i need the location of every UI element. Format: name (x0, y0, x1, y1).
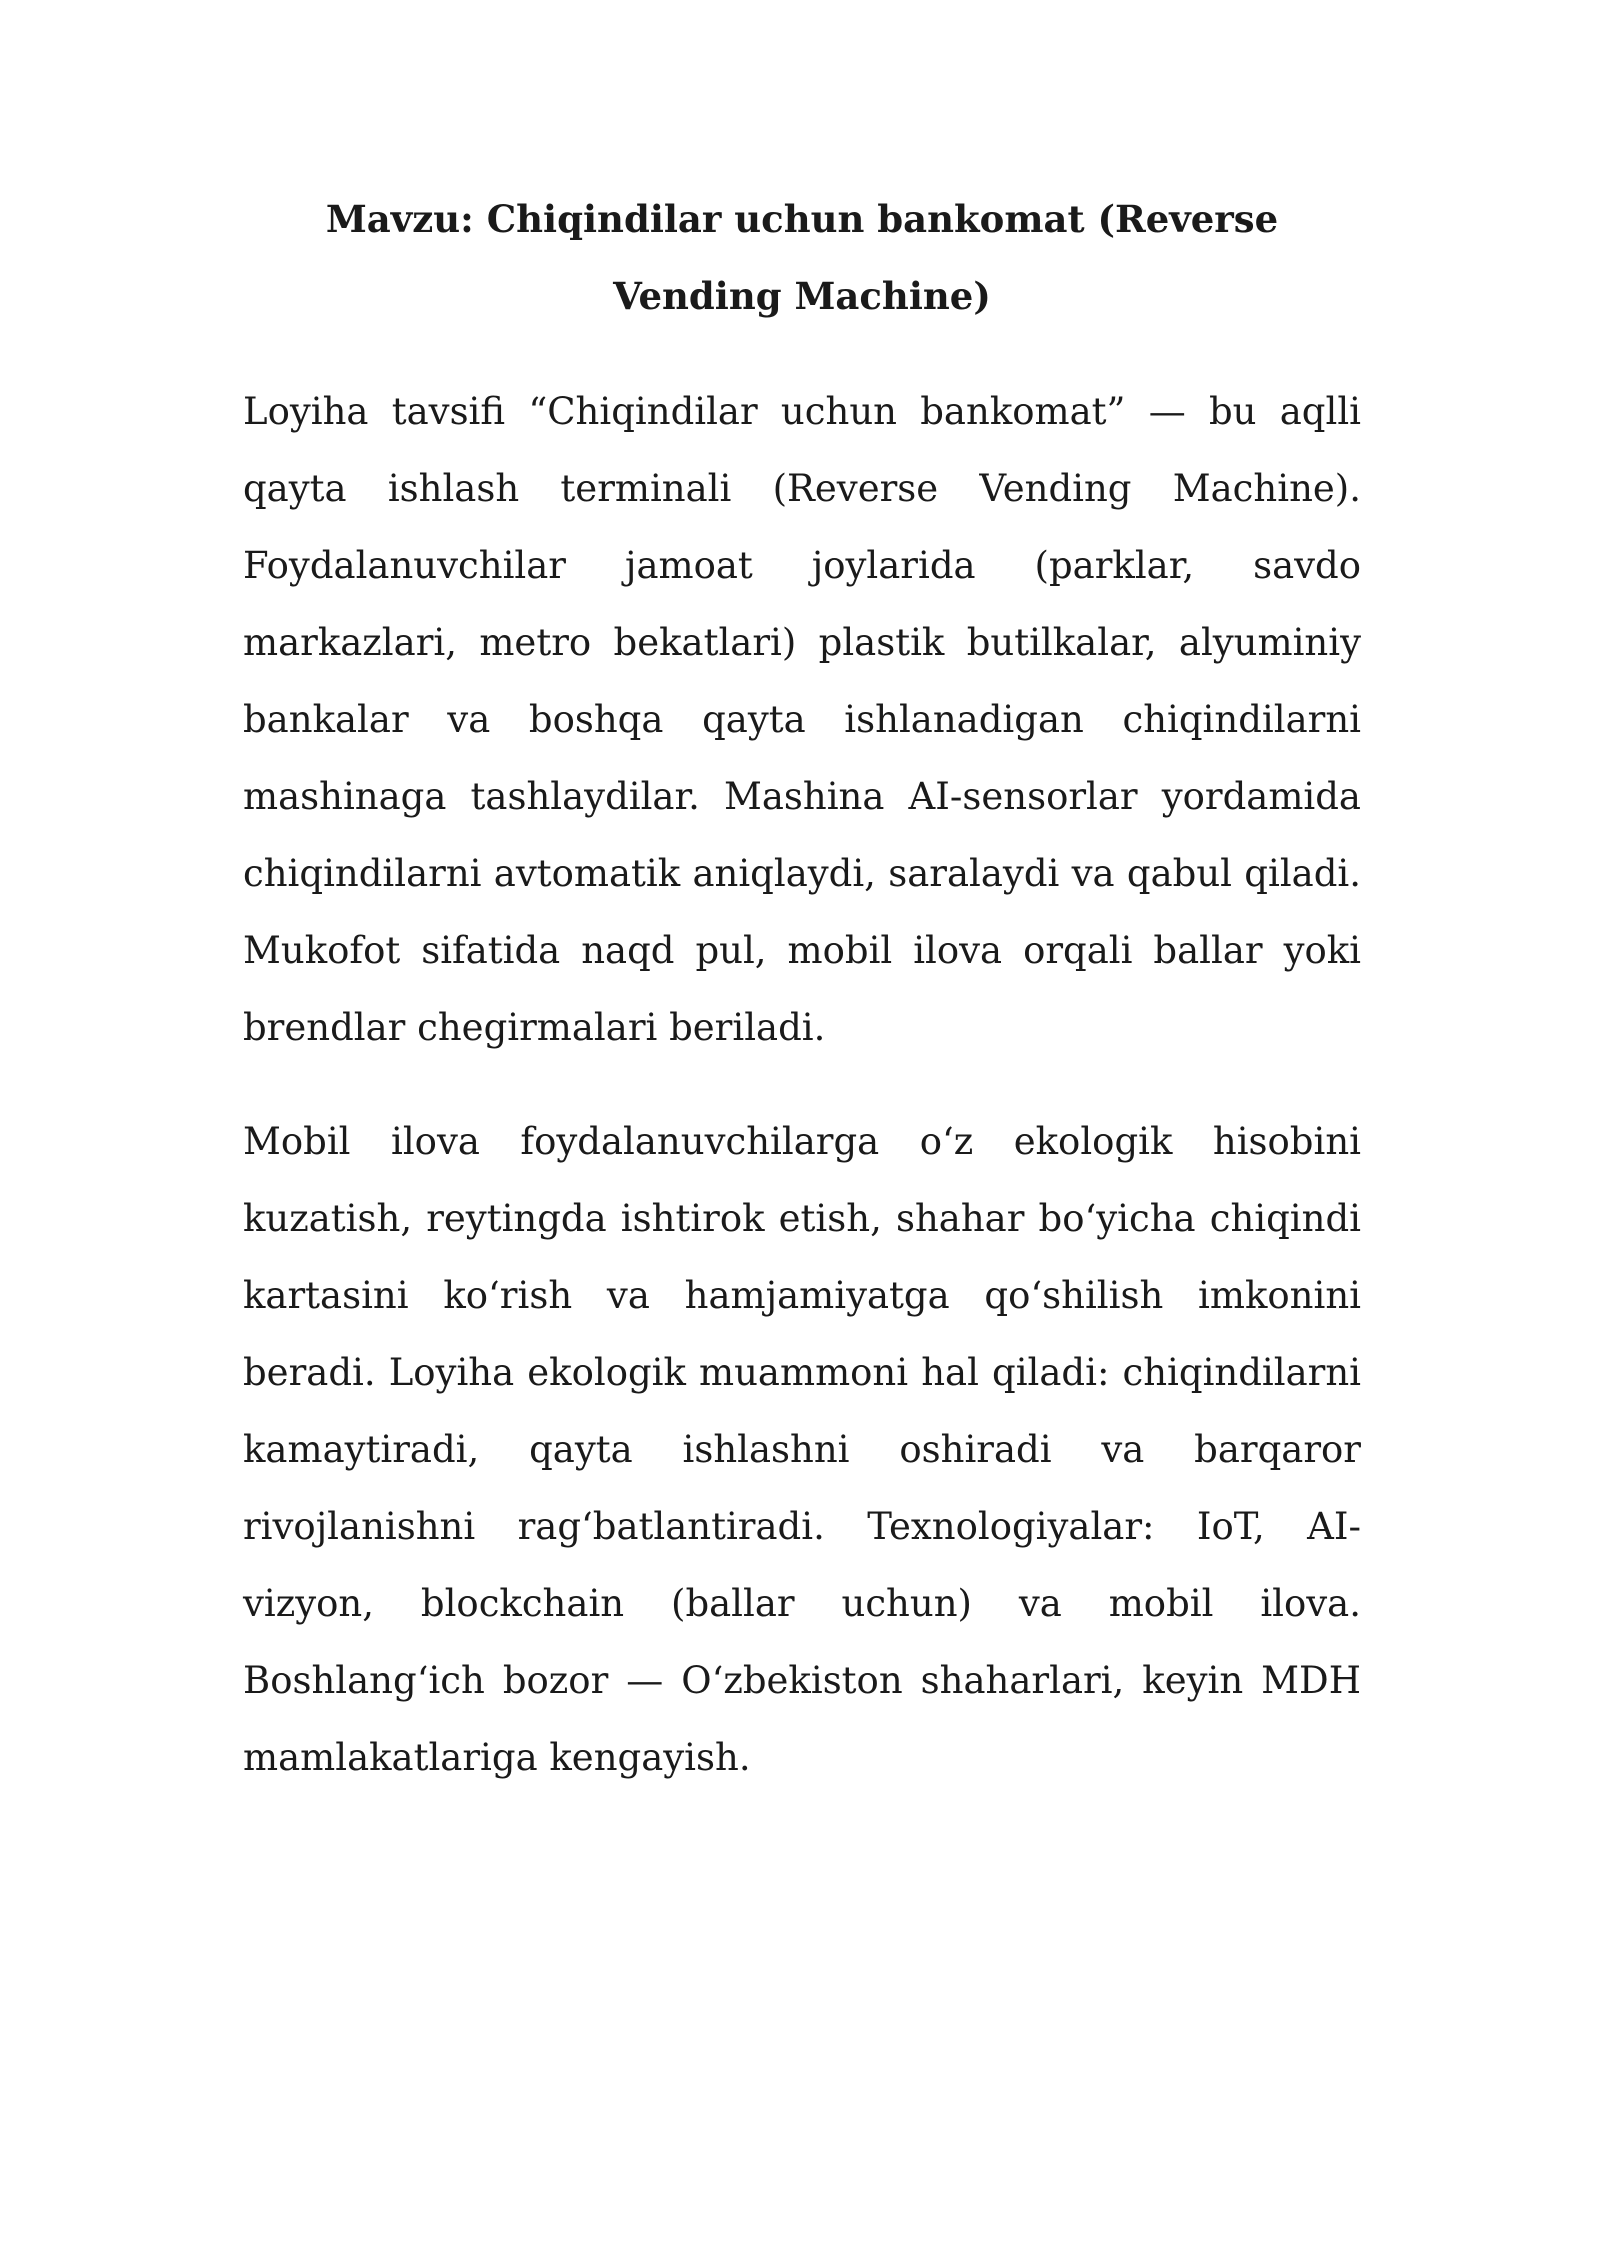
paragraph-mobile-app: Mobil ilova foydalanuvchilarga o‘z ekologik hisobini kuzatish, reytingda ishtirok etish, shahar bo‘yicha chiqindi kartasini ko‘rish va hamjamiyatga qo‘shilish imkonini beradi. Loyiha ekologik muammoni hal qiladi: chiqindilarni kamaytiradi, qayta ishlashni oshiradi va barqaror rivojlanishni rag‘batlantiradi. Texnologiyalar: IoT, AI-vizyon, blockchain (ballar uchun) va mobil ilova. Boshlang‘ich bozor — O‘zbekiston shaharlari, keyin MDH mamlakatlariga kengayish. (243, 1120, 1361, 1779)
document-title: Mavzu: Chiqindilar uchun bankomat (Reverse Vending Machine) (325, 197, 1279, 318)
document-body (243, 181, 1361, 1796)
paragraph-project-description: Loyiha tavsifi “Chiqindilar uchun bankomat” — bu aqlli qayta ishlash terminali (Reverse Vending Machine). Foydalanuvchilar jamoat joylarida (parklar, savdo markazlari, metro bekatlari) plastik butilkalar, alyuminiy bankalar va boshqa qayta ishlanadigan chiqindilarni mashinaga tashlaydilar. Mashina AI-sensorlar yordamida chiqindilarni avtomatik aniqlaydi, saralaydi va qabul qiladi. Mukofot sifatida naqd pul, mobil ilova orqali ballar yoki brendlar chegirmalari beriladi. (243, 390, 1361, 1049)
